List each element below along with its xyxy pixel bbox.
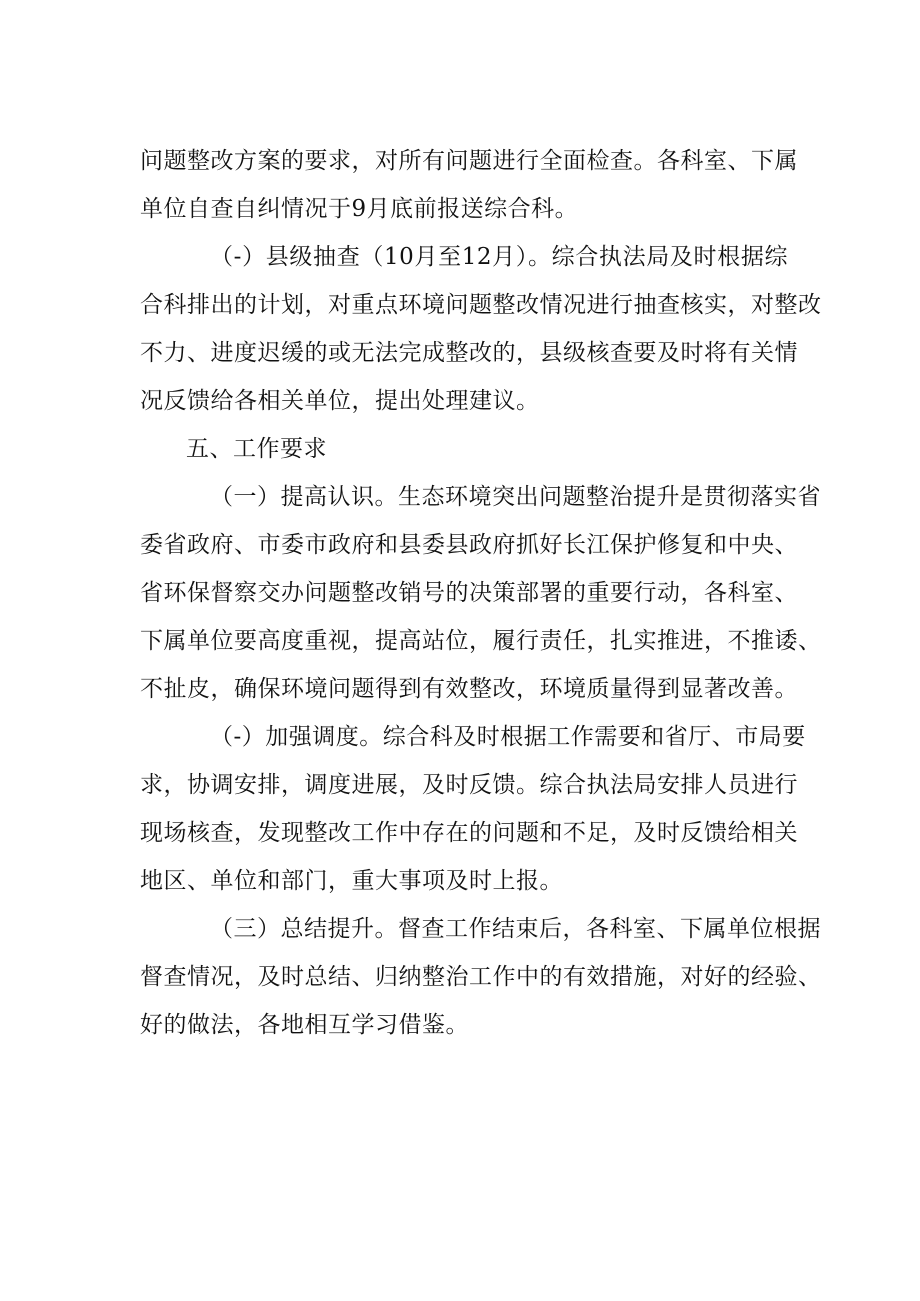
paragraph-line: 督查情况，及时总结、归纳整治工作中的有效措施，对好的经验、 bbox=[140, 964, 822, 990]
paragraph-line: 况反馈给各相关单位，提出处理建议。 bbox=[140, 388, 540, 414]
paragraph-line: （三）总结提升。督查工作结束后，各科室、下属单位根据 bbox=[210, 916, 821, 942]
paragraph-line: 地区、单位和部门，重大事项及时上报。 bbox=[140, 868, 563, 894]
paragraph-line: 不力、进度迟缓的或无法完成整改的，县级核查要及时将有关情 bbox=[140, 340, 798, 366]
paragraph-line: （-）加强调度。综合科及时根据工作需要和省厅、市局要 bbox=[210, 724, 806, 750]
paragraph-line: 委省政府、市委市政府和县委县政府抓好长江保护修复和中央、 bbox=[140, 532, 798, 558]
paragraph-line: （一）提高认识。生态环境突出问题整治提升是贯彻落实省 bbox=[210, 484, 821, 510]
paragraph-line: 下属单位要高度重视，提高站位，履行责任，扎实推进，不推诿、 bbox=[140, 628, 822, 654]
paragraph-line: （-）县级抽查（10月至12月）。综合执法局及时根据综 bbox=[210, 244, 788, 270]
section-heading: 五、工作要求 bbox=[186, 436, 327, 462]
paragraph-line: 省环保督察交办问题整改销号的决策部署的重要行动，各科室、 bbox=[140, 580, 798, 606]
paragraph-line: 不扯皮，确保环境问题得到有效整改，环境质量得到显著改善。 bbox=[140, 676, 798, 702]
paragraph-line: 合科排出的计划，对重点环境问题整改情况进行抽查核实，对整改 bbox=[140, 292, 822, 318]
paragraph-line: 现场核查，发现整改工作中存在的问题和不足，及时反馈给相关 bbox=[140, 820, 798, 846]
paragraph-line: 问题整改方案的要求，对所有问题进行全面检查。各科室、下属 bbox=[140, 148, 798, 174]
paragraph-line: 单位自查自纠情况于9月底前报送综合科。 bbox=[140, 196, 579, 222]
paragraph-line: 求，协调安排，调度进展，及时反馈。综合执法局安排人员进行 bbox=[140, 772, 798, 798]
paragraph-line: 好的做法，各地相互学习借鉴。 bbox=[140, 1012, 469, 1038]
